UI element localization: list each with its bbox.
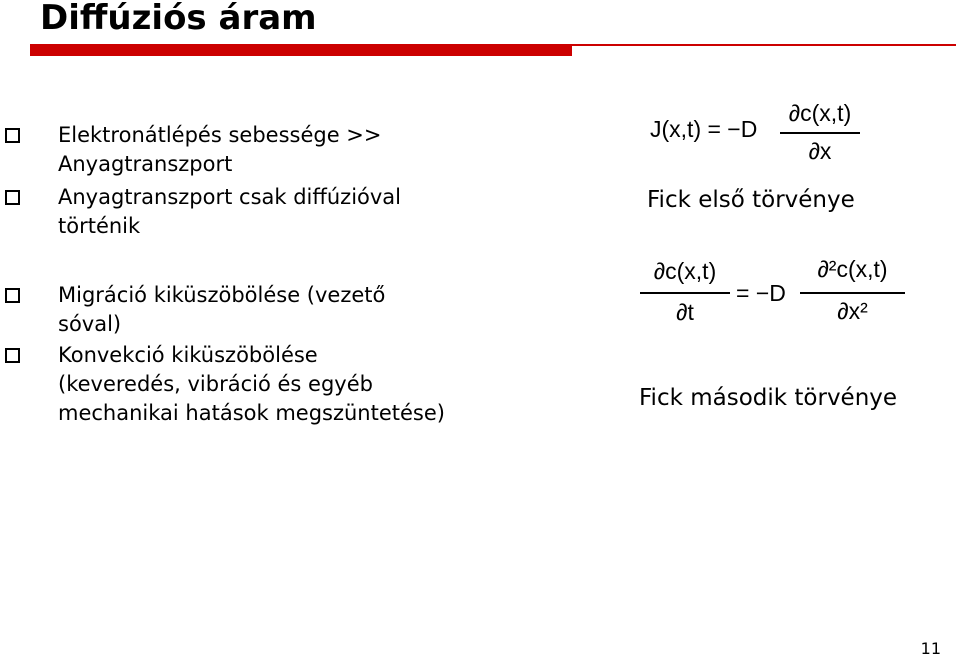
fick1-denominator: ∂x xyxy=(808,138,832,164)
page-number: 11 xyxy=(920,639,941,658)
bullet-text-4: Konvekció kiküszöbölése (keveredés, vibráció és egyéb mechanikai hatások megszüntetése) xyxy=(58,343,445,425)
bullet-text-2: Anyagtranszport csak diffúzióval történik xyxy=(58,185,402,238)
fick2-middle: = −D xyxy=(736,280,786,306)
title-underline-bar xyxy=(30,44,572,56)
slide-title: Diffúziós áram xyxy=(40,0,317,38)
bullet-marker-4 xyxy=(5,348,20,363)
fick1-numerator: ∂c(x,t) xyxy=(788,100,852,126)
bullet-marker-1 xyxy=(5,128,20,143)
fick2-lhs-numerator: ∂c(x,t) xyxy=(653,258,717,284)
fick2-lhs-denominator: ∂t xyxy=(676,299,694,325)
title-underline-line xyxy=(572,44,956,46)
fick2-lhs-fraction-line xyxy=(640,292,730,294)
bullet-marker-2 xyxy=(5,190,20,205)
fick1-lhs: J(x,t) = −D xyxy=(650,116,758,142)
fick1-fraction-line xyxy=(780,132,860,134)
fick2-rhs-fraction-line xyxy=(800,292,905,294)
bullet-text-3: Migráció kiküszöbölése (vezető sóval) xyxy=(58,283,386,336)
fick-second-caption: Fick második törvénye xyxy=(639,385,898,411)
bullet-text-1: Elektronátlépés sebessége >> Anyagtranszport xyxy=(58,123,382,176)
fick2-rhs-denominator: ∂x² xyxy=(837,298,868,324)
bullet-marker-3 xyxy=(5,288,20,303)
fick-first-caption: Fick első törvénye xyxy=(647,187,855,213)
fick2-rhs-numerator: ∂²c(x,t) xyxy=(817,256,888,282)
